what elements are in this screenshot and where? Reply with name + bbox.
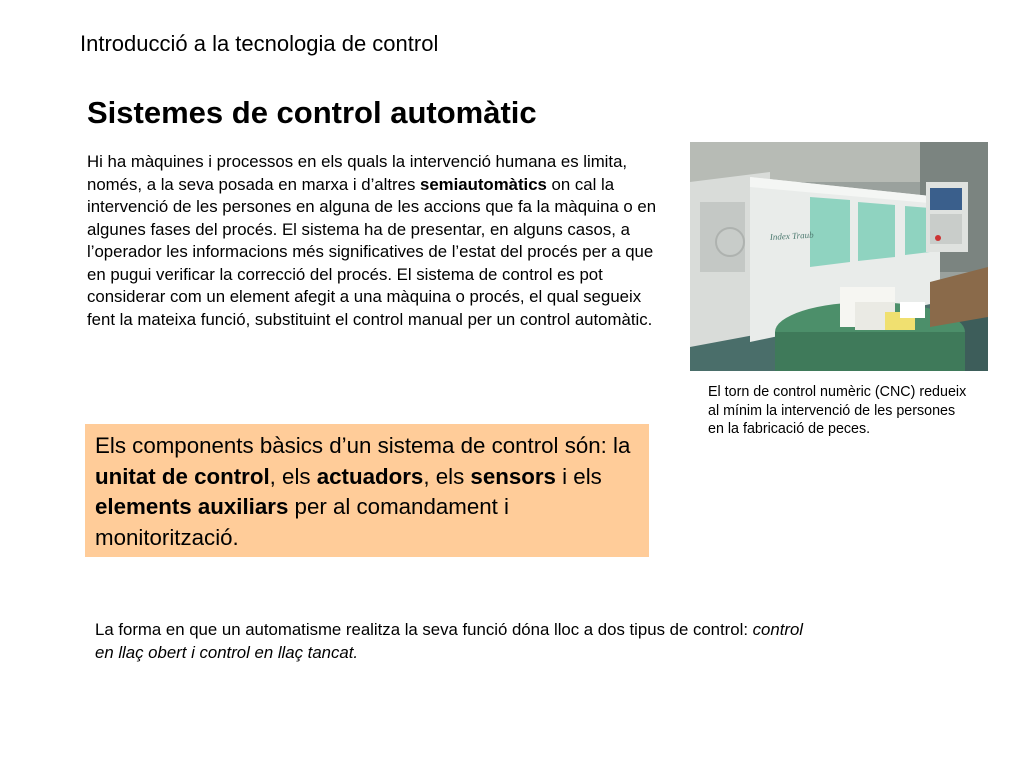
intro-text-2: on cal la intervenció de les persones en alguna de les accions que fa la màquina o en algunes fases del procés. El sistema ha de presentar, en alguns casos, a l’operador les informacions més significatives de l’estat del procés per a que en pugui verificar la correcció del procés. El sistema de control es pot considerar com un element afegit a una màquina o procés, el qual segueix fent la mateixa funció, substituint el control manual per un control automàtic. xyxy=(87,174,657,329)
intro-text-1: Hi ha màquines i processos en els quals la intervenció humana es limita, només, a la seva posada en marxa i d’altres xyxy=(87,152,628,194)
components-highlight-box xyxy=(85,424,649,557)
highlight-text-5: per al comandament i monitorització. xyxy=(95,494,509,550)
machine-brand-label: Index Traub xyxy=(769,229,814,242)
footer-text: La forma en que un automatisme realitza la seva funció dóna lloc a dos tipus de control: xyxy=(95,620,753,639)
cnc-lathe-photo xyxy=(690,142,988,371)
intro-bold-semiautomatics: semiautomàtics xyxy=(420,174,547,194)
cnc-lathe-illustration xyxy=(690,142,988,371)
slide-title: Sistemes de control automàtic xyxy=(87,95,537,130)
highlight-text-1: Els components bàsics d’un sistema de control són: la xyxy=(95,433,631,458)
highlight-bold-control-unit: unitat de control xyxy=(95,463,270,489)
highlight-bold-actuators: actuadors xyxy=(316,463,424,489)
footer-italic-loop-types: control en llaç obert i control en llaç tancat. xyxy=(95,620,804,662)
highlight-text-3: , els xyxy=(423,463,471,489)
footer-paragraph xyxy=(95,618,815,664)
highlight-bold-sensors: sensors xyxy=(470,463,556,489)
slide-header: Introducció a la tecnologia de control xyxy=(80,31,439,56)
highlight-bold-auxiliary-elements: elements auxiliars xyxy=(95,494,289,519)
intro-paragraph xyxy=(87,151,667,331)
highlight-text-2: , els xyxy=(269,463,317,489)
highlight-text-4: i els xyxy=(555,463,602,489)
photo-caption: El torn de control numèric (CNC) redueix al mínim la intervenció de les persones en la fabricació de peces. xyxy=(708,384,967,438)
